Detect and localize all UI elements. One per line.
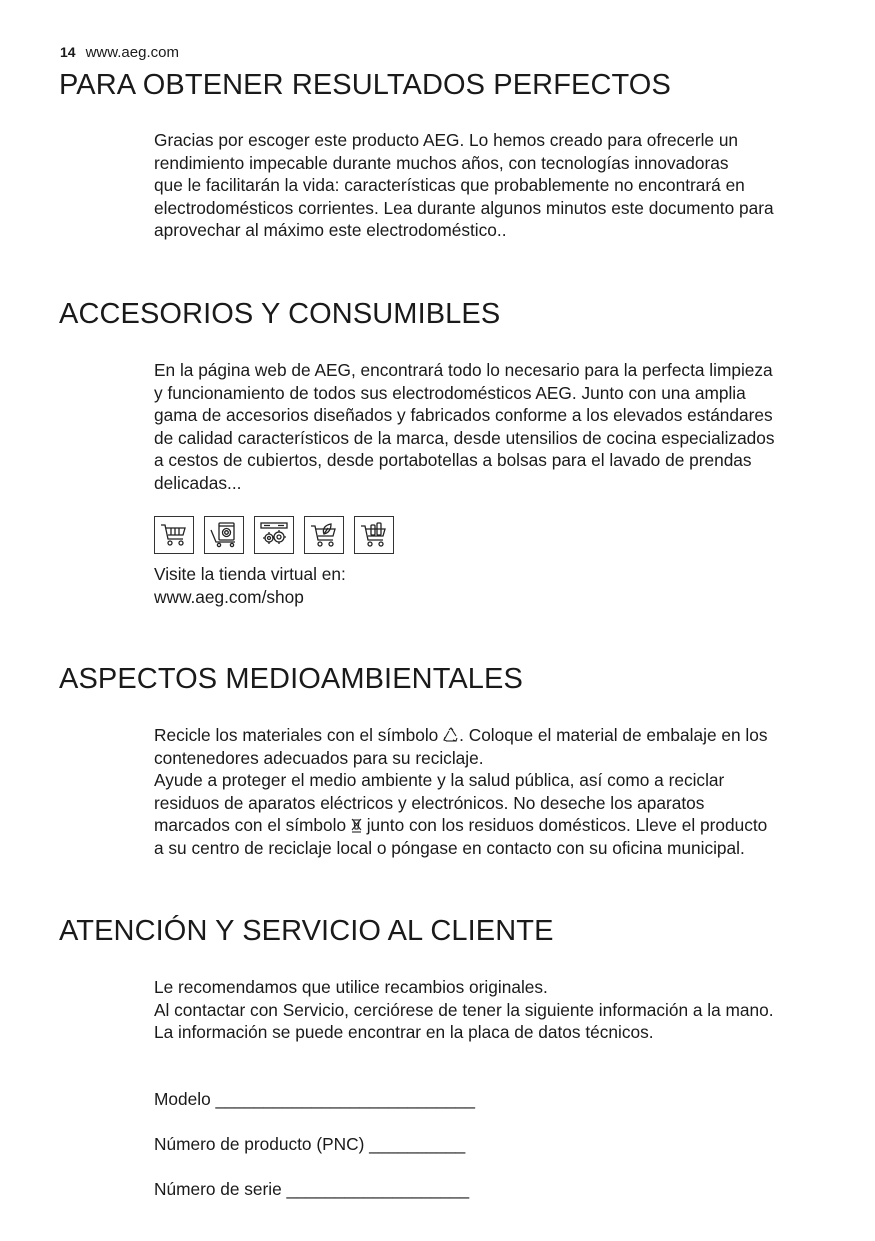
section-title-perfect-results: PARA OBTENER RESULTADOS PERFECTOS bbox=[59, 69, 671, 101]
page-number: 14 bbox=[60, 44, 76, 60]
text-line: Al contactar con Servicio, cerciórese de tener la siguiente información a la mano. bbox=[154, 999, 774, 1020]
text-line: residuos de aparatos eléctricos y electrónicos. No deseche los aparatos bbox=[154, 792, 705, 813]
cart-cleaning-icon bbox=[354, 516, 394, 554]
section-title-environment: ASPECTOS MEDIOAMBIENTALES bbox=[59, 663, 523, 695]
text-fragment: Recicle los materiales con el símbolo bbox=[154, 725, 444, 745]
text-line: gama de accesorios diseñados y fabricados conforme a los elevados estándares bbox=[154, 405, 773, 426]
text-line: que le facilitarán la vida: características que probablemente no encontrará en bbox=[154, 175, 745, 196]
cart-appliance-icon bbox=[204, 516, 244, 554]
cart-basket-icon bbox=[154, 516, 194, 554]
shop-icons-row bbox=[154, 516, 394, 554]
text-fragment: . Coloque el material de embalaje en los bbox=[459, 725, 768, 745]
text-line: delicadas... bbox=[154, 472, 242, 493]
product-number-field[interactable]: Número de producto (PNC) __________ bbox=[154, 1134, 466, 1154]
text-line: La información se puede encontrar en la placa de datos técnicos. bbox=[154, 1022, 654, 1043]
page-header bbox=[60, 43, 179, 62]
text-line: aprovechar al máximo este electrodoméstico.. bbox=[154, 220, 507, 241]
text-fragment: marcados con el símbolo bbox=[154, 815, 351, 836]
shop-info bbox=[154, 563, 844, 608]
text-line: En la página web de AEG, encontrará todo lo necesario para la perfecta limpieza bbox=[154, 360, 773, 380]
text-line bbox=[154, 724, 844, 747]
section-title-customer-service: ATENCIÓN Y SERVICIO AL CLIENTE bbox=[59, 915, 554, 947]
text-line: a su centro de reciclaje local o póngase en contacto con su oficina municipal. bbox=[154, 837, 745, 858]
text-fragment: junto con los residuos domésticos. Lleve el producto bbox=[361, 815, 768, 836]
header-url: www.aeg.com bbox=[85, 44, 179, 61]
text-line: y funcionamiento de todos sus electrodomésticos AEG. Junto con una amplia bbox=[154, 382, 746, 403]
environment-paragraph bbox=[154, 724, 844, 860]
text-line: a cestos de cubiertos, desde portabotellas a bolsas para el lavado de prendas bbox=[154, 450, 752, 471]
text-line: Ayude a proteger el medio ambiente y la salud pública, así como a reciclar bbox=[154, 770, 725, 791]
text-line: Gracias por escoger este producto AEG. Lo hemos creado para ofrecerle un bbox=[154, 130, 739, 150]
service-paragraph bbox=[154, 976, 844, 1044]
crossed-bin-icon bbox=[351, 817, 362, 833]
model-field[interactable]: Modelo ___________________________ bbox=[154, 1089, 475, 1109]
text-line: de calidad característicos de la marca, desde utensilios de cocina especializados bbox=[154, 427, 775, 448]
accessories-paragraph bbox=[154, 359, 844, 495]
section-title-accessories: ACCESORIOS Y CONSUMIBLES bbox=[59, 298, 501, 330]
serial-number-field[interactable]: Número de serie ___________________ bbox=[154, 1179, 470, 1199]
intro-paragraph bbox=[154, 129, 844, 242]
cart-parts-icon bbox=[254, 516, 294, 554]
text-line: contenedores adecuados para su reciclaje. bbox=[154, 747, 484, 768]
text-line: Le recomendamos que utilice recambios originales. bbox=[154, 977, 548, 997]
text-line: rendimiento impecable durante muchos años, con tecnologías innovadoras bbox=[154, 152, 729, 173]
shop-label: Visite la tienda virtual en: bbox=[154, 564, 346, 584]
shop-link[interactable]: www.aeg.com/shop bbox=[154, 586, 304, 607]
text-line bbox=[154, 814, 844, 837]
cart-leaf-icon bbox=[304, 516, 344, 554]
recycle-icon bbox=[443, 727, 459, 743]
text-line: electrodomésticos corrientes. Lea durante algunos minutos este documento para bbox=[154, 197, 774, 218]
